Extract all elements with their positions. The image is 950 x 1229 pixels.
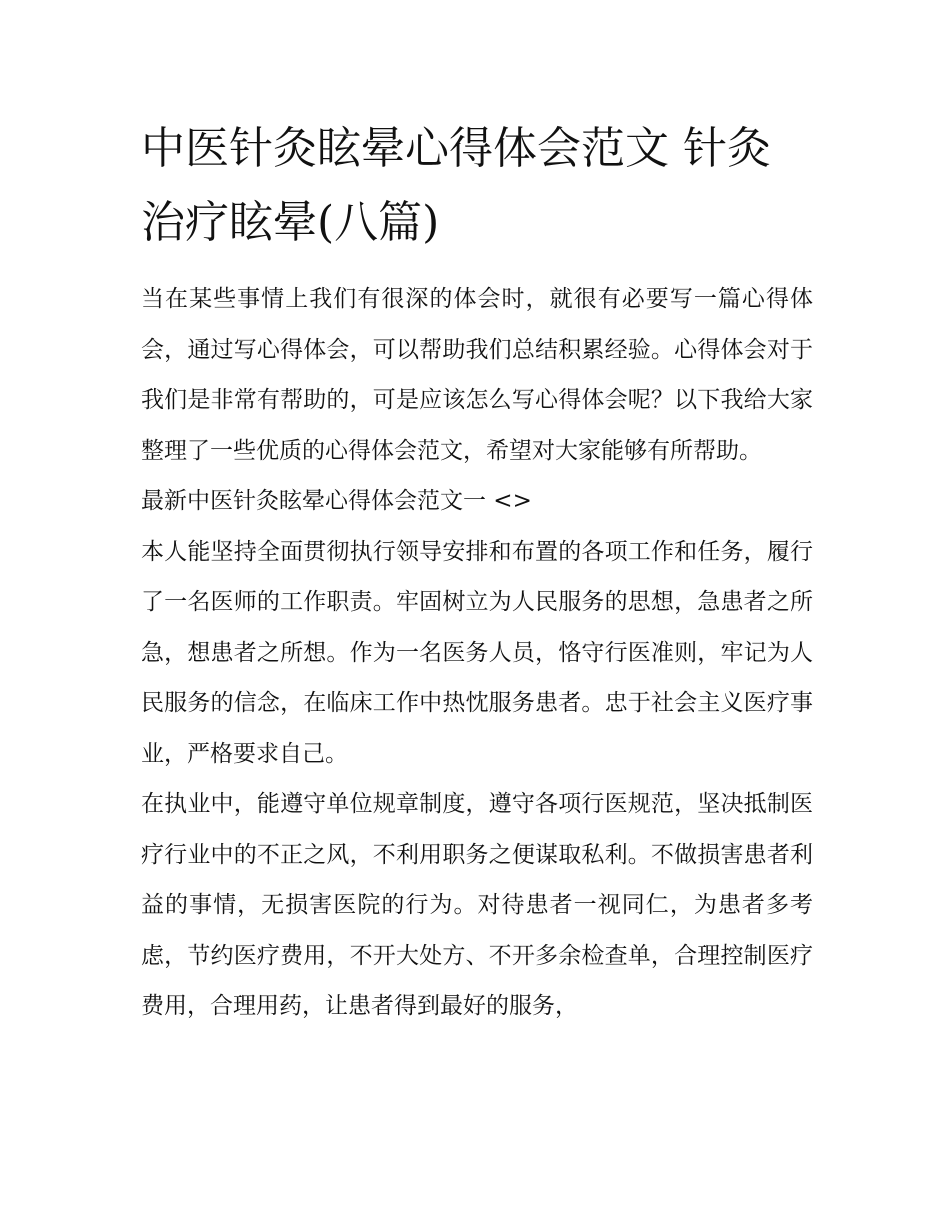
body-paragraph-1: 本人能坚持全面贯彻执行领导安排和布置的各项工作和任务，履行了一名医师的工作职责。牢固树立为人民服务的思想，急患者之所急，想患者之所想。作为一名医务人员，恪守行医准则，牢记为人民服务的信念，在临床工作中热忱服务患者。忠于社会主义医疗事业，严格要求自己。 bbox=[141, 538, 813, 767]
body-paragraph-2: 在执业中，能遵守单位规章制度，遵守各项行医规范，坚决抵制医疗行业中的不正之风，不利用职务之便谋取私利。不做损害患者利益的事情，无损害医院的行为。对待患者一视同仁，为患者多考虑，节约医疗费用，不开大处方、不开多余检查单，合理控制医疗费用，合理用药，让患者得到最好的服务， bbox=[141, 791, 813, 1019]
document-title: 中医针灸眩晕心得体会范文 针灸治疗眩晕(八篇) bbox=[141, 123, 771, 248]
document-body bbox=[141, 112, 813, 1032]
intro-paragraph: 当在某些事情上我们有很深的体会时，就很有必要写一篇心得体会，通过写心得体会，可以帮助我们总结积累经验。心得体会对于我们是非常有帮助的，可是应该怎么写心得体会呢？以下我给大家整理了一些优质的心得体会范文，希望对大家能够有所帮助。 bbox=[141, 286, 813, 464]
section-heading: 最新中医针灸眩晕心得体会范文一 <> bbox=[141, 488, 532, 514]
